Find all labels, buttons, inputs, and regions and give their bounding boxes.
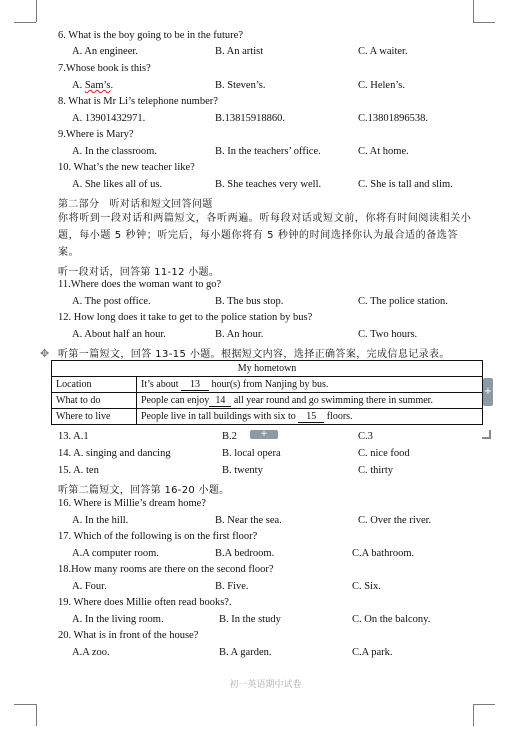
crop-mark-bottom-left-h [14, 704, 36, 705]
text-before-blank: People can enjoy [141, 394, 210, 406]
option-b: B. local opera [222, 448, 281, 459]
option-c: C. Helen’s. [358, 80, 405, 91]
option-b: B. She teaches very well. [215, 179, 322, 190]
section-instructions: 你将听到一段对话和两篇短文，各听两遍。听每段对话或短文前，你将有时间阅读相关小题，每小题 5 秒钟；听完后，每小题你将有 5 秒钟的时间选择你认为最合适的备选答案。 [58, 213, 472, 258]
question-6: 6. What is the boy going to be in the future? [58, 30, 243, 41]
option-b: B.2 [222, 431, 237, 442]
crop-mark-top-right [473, 0, 474, 22]
option-b: B. An artist [215, 46, 264, 57]
option-c: C.A park. [352, 647, 393, 658]
option-a: 14. A. singing and dancing [58, 448, 171, 459]
text-after-blank: all year round and go swimming there in summer. [233, 394, 433, 406]
option-a: A. The post office. [72, 296, 151, 307]
text-after-blank: hour(s) from Nanjing by bus. [211, 378, 329, 390]
text-before-blank: It’s about [141, 378, 181, 390]
question-19: 19. Where does Millie often read books?. [58, 597, 232, 608]
crop-mark-bottom-right [473, 704, 474, 726]
option-b: B. Steven’s. [215, 80, 266, 91]
question-17: 17. Which of the following is on the first floor? [58, 531, 258, 542]
crop-mark-bottom-right-h [473, 704, 495, 705]
option-b: B. A garden. [219, 647, 272, 658]
option-b: B. Near the sea. [215, 515, 282, 526]
option-c: C. Over the river. [358, 515, 432, 526]
table-row [52, 361, 483, 377]
section-heading: 第二部分 听对话和短文回答问题 [58, 199, 213, 210]
option-a: A. 13901432971. [72, 113, 146, 124]
option-a: A. She likes all of us. [72, 179, 163, 190]
passage-1-intro: 听第一篇短文，回答 13-15 小题。根据短文内容，选择正确答案，完成信息记录表。 [58, 349, 450, 360]
option-a [72, 80, 113, 91]
option-c: C. A waiter. [358, 46, 408, 57]
option-c: C. At home. [358, 146, 409, 157]
option-b: B. In the teachers’ office. [215, 146, 321, 157]
option-a: A. In the hill. [72, 515, 129, 526]
question-8: 8. What is Mr Li’s telephone number? [58, 96, 218, 107]
option-b: B.A bedroom. [215, 548, 275, 559]
question-12: 12. How long does it take to get to the police station by bus? [58, 312, 313, 323]
option-c: C. On the balcony. [352, 614, 431, 625]
answer-blank-14: 14 [209, 395, 231, 407]
option-c: C. The police station. [358, 296, 448, 307]
dialogue-intro: 听一段对话，回答第 11-12 小题。 [58, 267, 220, 278]
text-before-blank: People live in tall buildings with six to [141, 410, 299, 422]
table-cell-label: Where to live [52, 409, 137, 425]
option-b: B. twenty [222, 465, 263, 476]
option-b: B.13815918860. [215, 113, 286, 124]
crop-mark-bottom-left [36, 704, 37, 726]
crop-mark-top-left-h [14, 22, 36, 23]
option-a-prefix: A. [72, 80, 85, 91]
answer-blank-13: 13 [181, 379, 209, 391]
question-7: 7.Whose book is this? [58, 63, 151, 74]
option-a-suffix: . [110, 80, 114, 91]
option-a: A. In the classroom. [72, 146, 157, 157]
answer-blank-15: 15 [298, 411, 324, 423]
crop-mark-top-right-h [473, 22, 495, 23]
add-row-icon[interactable]: + [483, 378, 493, 406]
text-after-blank: floors. [326, 410, 353, 422]
option-b: B. An hour. [215, 329, 264, 340]
question-18: 18.How many rooms are there on the second floor? [58, 564, 274, 575]
option-b: B. In the study [219, 614, 281, 625]
option-a: A. An engineer. [72, 46, 138, 57]
question-11: 11.Where does the woman want to go? [58, 279, 222, 290]
option-c: C. nice food [358, 448, 410, 459]
table-cell-label: Location [52, 377, 137, 393]
option-a: A.A zoo. [72, 647, 110, 658]
table-title: My hometown [52, 361, 483, 377]
table-row [52, 393, 483, 409]
option-a: 15. A. ten [58, 465, 99, 476]
table-cell-value [137, 377, 483, 393]
table-cell-value [137, 393, 483, 409]
option-c: C.3 [358, 431, 373, 442]
crop-mark-top-left [36, 0, 37, 22]
question-16: 16. Where is Millie’s dream home? [58, 498, 206, 509]
question-20: 20. What is in front of the house? [58, 630, 199, 641]
option-a: A. In the living room. [72, 614, 164, 625]
option-a: 13. A.1 [58, 431, 89, 442]
question-9: 9.Where is Mary? [58, 129, 134, 140]
option-c: C.A bathroom. [352, 548, 415, 559]
option-c: C.13801896538. [358, 113, 429, 124]
option-a: A. About half an hour. [72, 329, 166, 340]
add-column-icon[interactable]: + [250, 430, 278, 439]
page-footer: 初一英语期中试卷 [229, 680, 302, 690]
table-resize-handle-icon[interactable] [482, 430, 491, 439]
option-c: C. thirty [358, 465, 394, 476]
option-b: B. The bus stop. [215, 296, 284, 307]
passage-2-intro: 听第二篇短文，回答第 16-20 小题。 [58, 485, 230, 496]
option-b: B. Five. [215, 581, 249, 592]
table-cell-label: What to do [52, 393, 137, 409]
table-row [52, 377, 483, 393]
option-a: A.A computer room. [72, 548, 159, 559]
table-cell-value [137, 409, 483, 425]
question-10: 10. What’s the new teacher like? [58, 162, 195, 173]
option-c: C. She is tall and slim. [358, 179, 453, 190]
info-record-table[interactable] [51, 360, 483, 425]
option-a: A. Four. [72, 581, 107, 592]
table-move-handle-icon[interactable]: ✥ [40, 347, 50, 360]
spellcheck-word[interactable]: Sam’s [84, 80, 111, 91]
option-c: C. Six. [352, 581, 381, 592]
table-row [52, 409, 483, 425]
option-c: C. Two hours. [358, 329, 418, 340]
